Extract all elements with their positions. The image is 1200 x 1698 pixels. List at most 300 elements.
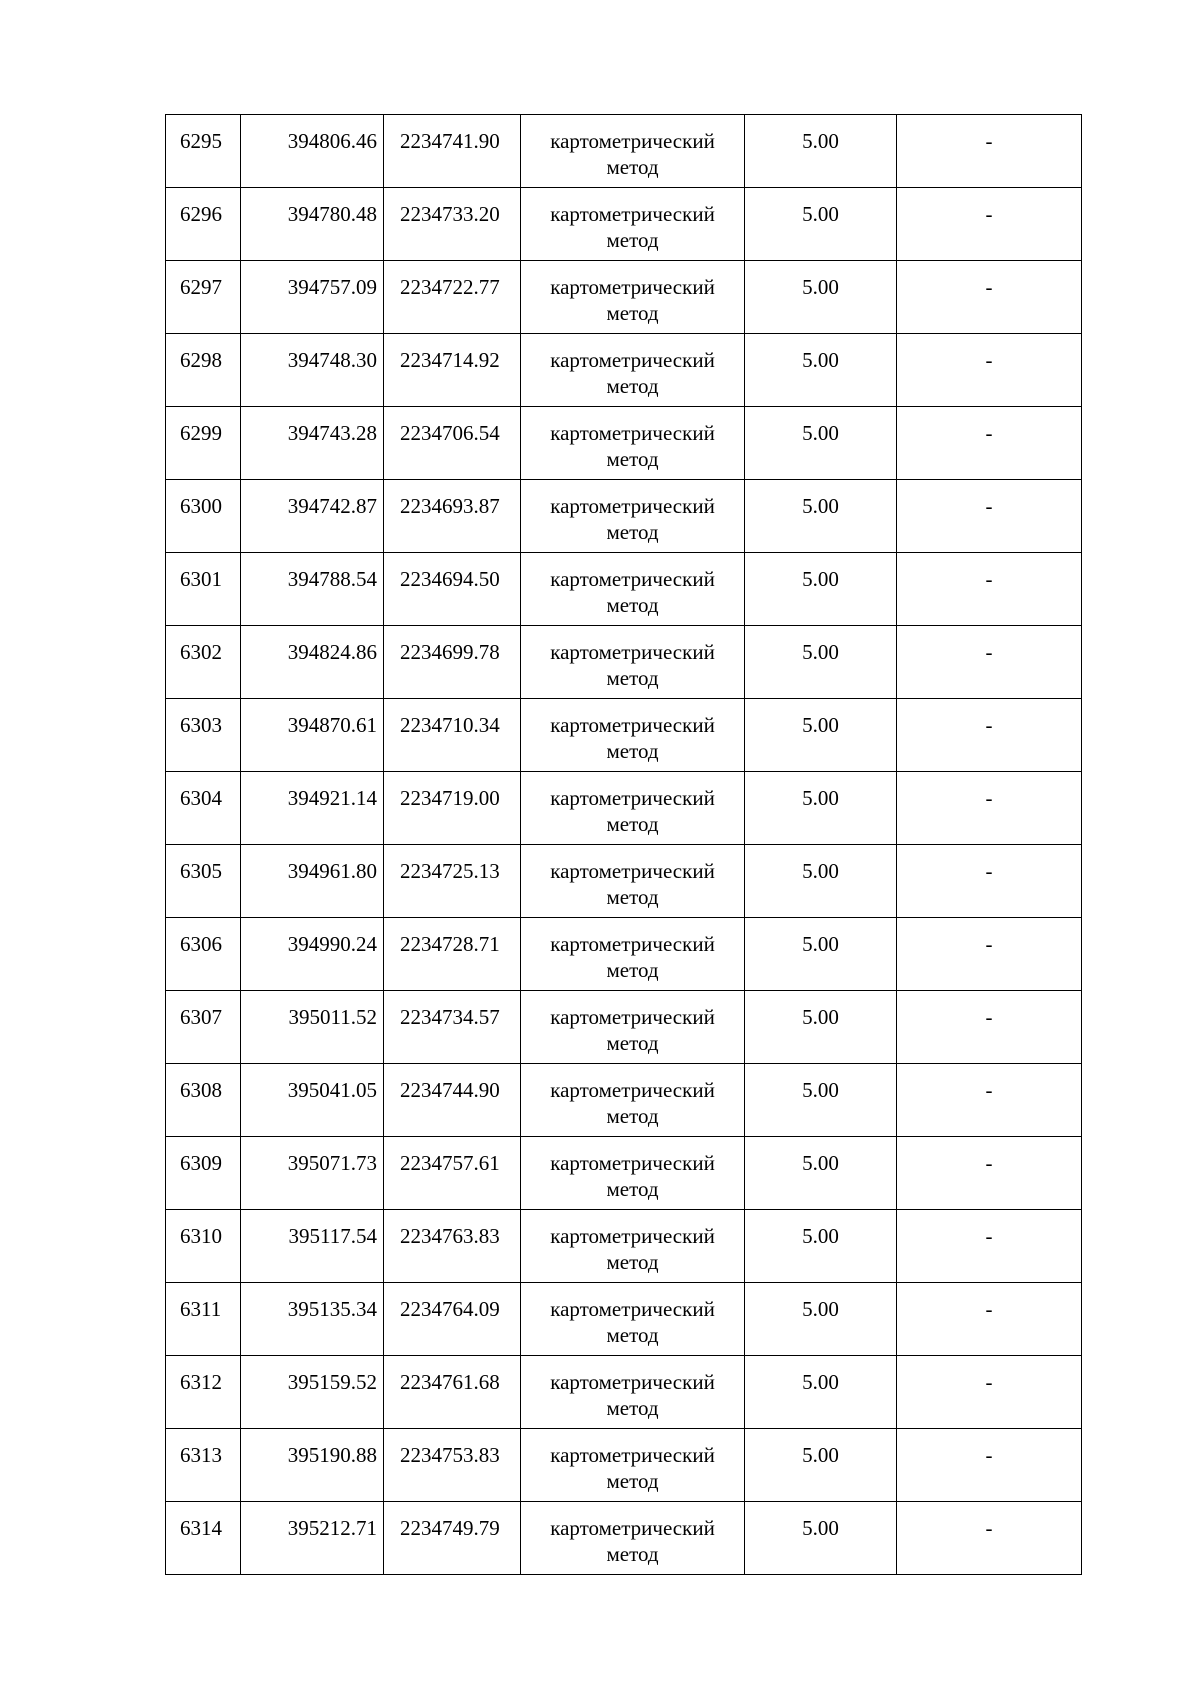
accuracy-text: 5.00 — [802, 421, 839, 445]
description-text: - — [985, 1151, 993, 1175]
method-line-2: метод — [606, 447, 659, 471]
y-coordinate-cell — [384, 845, 521, 918]
table-row — [166, 845, 1082, 918]
x-coordinate-cell — [241, 115, 384, 188]
accuracy-text: 5.00 — [802, 494, 839, 518]
method-cell — [521, 115, 745, 188]
description-cell — [897, 115, 1082, 188]
accuracy-cell — [745, 626, 897, 699]
description-text: - — [985, 567, 993, 591]
x-coordinate-cell — [241, 1283, 384, 1356]
y-coordinate-text: 2234699.78 — [400, 640, 500, 664]
y-coordinate-text: 2234761.68 — [400, 1370, 500, 1394]
description-text: - — [985, 640, 993, 664]
x-coordinate-text: 395159.52 — [287, 1370, 377, 1394]
method-cell — [521, 1283, 745, 1356]
description-text: - — [985, 1443, 993, 1467]
point-number-text: 6313 — [180, 1443, 222, 1467]
y-coordinate-text: 2234725.13 — [400, 859, 500, 883]
description-cell — [897, 772, 1082, 845]
y-coordinate-cell — [384, 772, 521, 845]
method-text — [521, 188, 744, 253]
method-text — [521, 991, 744, 1056]
description-text: - — [985, 713, 993, 737]
x-coordinate-cell — [241, 626, 384, 699]
accuracy-text: 5.00 — [802, 932, 839, 956]
x-coordinate-cell — [241, 334, 384, 407]
point-number-cell — [166, 188, 241, 261]
table-row — [166, 1137, 1082, 1210]
method-line-1: картометрический — [550, 1516, 715, 1540]
method-cell — [521, 1356, 745, 1429]
point-number-text: 6298 — [180, 348, 222, 372]
description-text: - — [985, 1516, 993, 1540]
accuracy-text: 5.00 — [802, 713, 839, 737]
x-coordinate-cell — [241, 553, 384, 626]
method-cell — [521, 772, 745, 845]
table-row — [166, 480, 1082, 553]
description-cell — [897, 334, 1082, 407]
description-cell — [897, 1283, 1082, 1356]
point-number-cell — [166, 918, 241, 991]
method-line-1: картометрический — [550, 275, 715, 299]
table-row — [166, 1429, 1082, 1502]
method-line-1: картометрический — [550, 1297, 715, 1321]
y-coordinate-cell — [384, 261, 521, 334]
method-text — [521, 845, 744, 910]
y-coordinate-cell — [384, 699, 521, 772]
method-text — [521, 407, 744, 472]
point-number-cell — [166, 772, 241, 845]
description-cell — [897, 261, 1082, 334]
accuracy-text: 5.00 — [802, 1005, 839, 1029]
point-number-text: 6314 — [180, 1516, 222, 1540]
y-coordinate-text: 2234749.79 — [400, 1516, 500, 1540]
point-number-cell — [166, 553, 241, 626]
description-text: - — [985, 1370, 993, 1394]
point-number-cell — [166, 1137, 241, 1210]
y-coordinate-cell — [384, 188, 521, 261]
description-cell — [897, 1064, 1082, 1137]
method-text — [521, 1502, 744, 1567]
point-number-cell — [166, 115, 241, 188]
x-coordinate-text: 395135.34 — [287, 1297, 377, 1321]
method-text — [521, 772, 744, 837]
method-cell — [521, 334, 745, 407]
method-line-1: картометрический — [550, 567, 715, 591]
method-line-2: метод — [606, 228, 659, 252]
y-coordinate-text: 2234741.90 — [400, 129, 500, 153]
accuracy-cell — [745, 845, 897, 918]
y-coordinate-cell — [384, 1064, 521, 1137]
table-row — [166, 1502, 1082, 1575]
table-row — [166, 553, 1082, 626]
x-coordinate-cell — [241, 845, 384, 918]
method-line-2: метод — [606, 885, 659, 909]
method-line-2: метод — [606, 301, 659, 325]
method-line-1: картометрический — [550, 1078, 715, 1102]
x-coordinate-cell — [241, 188, 384, 261]
method-text — [521, 1429, 744, 1494]
y-coordinate-cell — [384, 115, 521, 188]
accuracy-cell — [745, 553, 897, 626]
description-text: - — [985, 275, 993, 299]
method-line-2: метод — [606, 155, 659, 179]
method-line-2: метод — [606, 812, 659, 836]
table-row — [166, 1356, 1082, 1429]
method-cell — [521, 261, 745, 334]
point-number-cell — [166, 1502, 241, 1575]
point-number-text: 6310 — [180, 1224, 222, 1248]
method-line-2: метод — [606, 374, 659, 398]
x-coordinate-text: 394743.28 — [287, 421, 377, 445]
method-line-1: картометрический — [550, 1151, 715, 1175]
method-cell — [521, 553, 745, 626]
point-number-text: 6303 — [180, 713, 222, 737]
accuracy-cell — [745, 1356, 897, 1429]
point-number-cell — [166, 1356, 241, 1429]
y-coordinate-cell — [384, 1283, 521, 1356]
y-coordinate-text: 2234714.92 — [400, 348, 500, 372]
x-coordinate-cell — [241, 991, 384, 1064]
method-text — [521, 480, 744, 545]
method-cell — [521, 480, 745, 553]
method-line-2: метод — [606, 1469, 659, 1493]
description-text: - — [985, 202, 993, 226]
description-cell — [897, 918, 1082, 991]
table-row — [166, 1210, 1082, 1283]
point-number-cell — [166, 261, 241, 334]
accuracy-text: 5.00 — [802, 202, 839, 226]
accuracy-text: 5.00 — [802, 348, 839, 372]
point-number-text: 6297 — [180, 275, 222, 299]
method-line-2: метод — [606, 520, 659, 544]
description-cell — [897, 480, 1082, 553]
point-number-cell — [166, 1429, 241, 1502]
description-text: - — [985, 1297, 993, 1321]
table-row — [166, 261, 1082, 334]
point-number-cell — [166, 699, 241, 772]
x-coordinate-text: 395190.88 — [287, 1443, 377, 1467]
method-line-2: метод — [606, 739, 659, 763]
coordinates-table — [165, 114, 1082, 1575]
method-line-1: картометрический — [550, 713, 715, 737]
point-number-text: 6300 — [180, 494, 222, 518]
point-number-text: 6304 — [180, 786, 222, 810]
method-line-2: метод — [606, 1542, 659, 1566]
point-number-text: 6295 — [180, 129, 222, 153]
accuracy-cell — [745, 261, 897, 334]
accuracy-text: 5.00 — [802, 1224, 839, 1248]
table-row — [166, 991, 1082, 1064]
description-cell — [897, 845, 1082, 918]
accuracy-cell — [745, 1429, 897, 1502]
x-coordinate-cell — [241, 1502, 384, 1575]
point-number-cell — [166, 407, 241, 480]
table-row — [166, 1283, 1082, 1356]
method-line-1: картометрический — [550, 786, 715, 810]
description-text: - — [985, 786, 993, 810]
y-coordinate-cell — [384, 1137, 521, 1210]
method-cell — [521, 699, 745, 772]
x-coordinate-text: 394748.30 — [287, 348, 377, 372]
accuracy-cell — [745, 115, 897, 188]
description-cell — [897, 188, 1082, 261]
accuracy-cell — [745, 188, 897, 261]
x-coordinate-text: 394757.09 — [287, 275, 377, 299]
y-coordinate-cell — [384, 1356, 521, 1429]
y-coordinate-text: 2234753.83 — [400, 1443, 500, 1467]
x-coordinate-cell — [241, 1064, 384, 1137]
accuracy-cell — [745, 918, 897, 991]
y-coordinate-cell — [384, 407, 521, 480]
method-text — [521, 261, 744, 326]
point-number-text: 6296 — [180, 202, 222, 226]
point-number-cell — [166, 334, 241, 407]
description-cell — [897, 407, 1082, 480]
accuracy-text: 5.00 — [802, 859, 839, 883]
x-coordinate-cell — [241, 1356, 384, 1429]
method-line-1: картометрический — [550, 640, 715, 664]
x-coordinate-text: 394780.48 — [287, 202, 377, 226]
table-row — [166, 1064, 1082, 1137]
method-line-2: метод — [606, 1396, 659, 1420]
point-number-cell — [166, 1283, 241, 1356]
point-number-text: 6302 — [180, 640, 222, 664]
accuracy-cell — [745, 334, 897, 407]
method-text — [521, 1210, 744, 1275]
accuracy-text: 5.00 — [802, 1078, 839, 1102]
y-coordinate-text: 2234757.61 — [400, 1151, 500, 1175]
y-coordinate-text: 2234763.83 — [400, 1224, 500, 1248]
accuracy-cell — [745, 991, 897, 1064]
description-text: - — [985, 859, 993, 883]
y-coordinate-text: 2234764.09 — [400, 1297, 500, 1321]
description-text: - — [985, 932, 993, 956]
x-coordinate-cell — [241, 918, 384, 991]
description-text: - — [985, 348, 993, 372]
x-coordinate-cell — [241, 1210, 384, 1283]
method-line-1: картометрический — [550, 202, 715, 226]
point-number-text: 6309 — [180, 1151, 222, 1175]
x-coordinate-text: 394961.80 — [287, 859, 377, 883]
x-coordinate-text: 395071.73 — [287, 1151, 377, 1175]
y-coordinate-cell — [384, 626, 521, 699]
y-coordinate-text: 2234694.50 — [400, 567, 500, 591]
method-line-1: картометрический — [550, 494, 715, 518]
method-line-2: метод — [606, 593, 659, 617]
table-row — [166, 188, 1082, 261]
method-cell — [521, 845, 745, 918]
method-text — [521, 699, 744, 764]
method-line-1: картометрический — [550, 1443, 715, 1467]
x-coordinate-text: 394824.86 — [287, 640, 377, 664]
x-coordinate-cell — [241, 261, 384, 334]
x-coordinate-text: 394806.46 — [287, 129, 377, 153]
accuracy-cell — [745, 407, 897, 480]
description-text: - — [985, 1224, 993, 1248]
description-text: - — [985, 421, 993, 445]
accuracy-cell — [745, 1502, 897, 1575]
description-cell — [897, 1210, 1082, 1283]
method-line-1: картометрический — [550, 421, 715, 445]
accuracy-cell — [745, 699, 897, 772]
method-line-1: картометрический — [550, 932, 715, 956]
y-coordinate-text: 2234733.20 — [400, 202, 500, 226]
description-cell — [897, 626, 1082, 699]
description-text: - — [985, 494, 993, 518]
description-cell — [897, 1356, 1082, 1429]
point-number-cell — [166, 1064, 241, 1137]
point-number-text: 6311 — [180, 1297, 222, 1321]
description-cell — [897, 553, 1082, 626]
accuracy-text: 5.00 — [802, 1516, 839, 1540]
description-cell — [897, 1137, 1082, 1210]
method-text — [521, 1137, 744, 1202]
method-cell — [521, 1429, 745, 1502]
description-cell — [897, 1502, 1082, 1575]
method-text — [521, 334, 744, 399]
method-cell — [521, 1502, 745, 1575]
x-coordinate-text: 395212.71 — [287, 1516, 377, 1540]
description-cell — [897, 1429, 1082, 1502]
method-line-1: картометрический — [550, 859, 715, 883]
y-coordinate-text: 2234734.57 — [400, 1005, 500, 1029]
point-number-text: 6307 — [180, 1005, 222, 1029]
accuracy-cell — [745, 480, 897, 553]
method-line-2: метод — [606, 666, 659, 690]
method-line-1: картометрический — [550, 1005, 715, 1029]
accuracy-text: 5.00 — [802, 786, 839, 810]
accuracy-text: 5.00 — [802, 129, 839, 153]
point-number-text: 6308 — [180, 1078, 222, 1102]
point-number-text: 6301 — [180, 567, 222, 591]
method-text — [521, 553, 744, 618]
point-number-cell — [166, 1210, 241, 1283]
method-cell — [521, 1210, 745, 1283]
x-coordinate-text: 395041.05 — [287, 1078, 377, 1102]
method-cell — [521, 626, 745, 699]
table-row — [166, 772, 1082, 845]
method-text — [521, 1356, 744, 1421]
method-text — [521, 1064, 744, 1129]
y-coordinate-text: 2234722.77 — [400, 275, 500, 299]
description-text: - — [985, 1078, 993, 1102]
x-coordinate-text: 394742.87 — [287, 494, 377, 518]
y-coordinate-cell — [384, 1429, 521, 1502]
accuracy-text: 5.00 — [802, 1370, 839, 1394]
accuracy-cell — [745, 1283, 897, 1356]
x-coordinate-text: 395011.52 — [288, 1005, 377, 1029]
method-line-1: картометрический — [550, 1370, 715, 1394]
accuracy-cell — [745, 1210, 897, 1283]
method-text — [521, 1283, 744, 1348]
y-coordinate-text: 2234710.34 — [400, 713, 500, 737]
point-number-text: 6299 — [180, 421, 222, 445]
table-row — [166, 699, 1082, 772]
y-coordinate-text: 2234706.54 — [400, 421, 500, 445]
method-line-2: метод — [606, 958, 659, 982]
table-row — [166, 334, 1082, 407]
method-line-1: картометрический — [550, 348, 715, 372]
y-coordinate-cell — [384, 1210, 521, 1283]
method-cell — [521, 1137, 745, 1210]
table-row — [166, 407, 1082, 480]
accuracy-cell — [745, 1137, 897, 1210]
table-row — [166, 626, 1082, 699]
accuracy-text: 5.00 — [802, 275, 839, 299]
point-number-text: 6305 — [180, 859, 222, 883]
x-coordinate-cell — [241, 407, 384, 480]
method-cell — [521, 1064, 745, 1137]
method-line-1: картометрический — [550, 1224, 715, 1248]
table-row — [166, 918, 1082, 991]
accuracy-cell — [745, 1064, 897, 1137]
method-line-2: метод — [606, 1250, 659, 1274]
method-cell — [521, 407, 745, 480]
method-cell — [521, 991, 745, 1064]
x-coordinate-text: 394990.24 — [287, 932, 377, 956]
y-coordinate-cell — [384, 1502, 521, 1575]
method-line-1: картометрический — [550, 129, 715, 153]
y-coordinate-text: 2234693.87 — [400, 494, 500, 518]
accuracy-text: 5.00 — [802, 640, 839, 664]
accuracy-cell — [745, 772, 897, 845]
y-coordinate-cell — [384, 991, 521, 1064]
point-number-cell — [166, 626, 241, 699]
x-coordinate-text: 394921.14 — [287, 786, 377, 810]
table-row — [166, 115, 1082, 188]
accuracy-text: 5.00 — [802, 1443, 839, 1467]
x-coordinate-cell — [241, 1429, 384, 1502]
accuracy-text: 5.00 — [802, 1297, 839, 1321]
method-text — [521, 115, 744, 180]
description-text: - — [985, 1005, 993, 1029]
point-number-text: 6306 — [180, 932, 222, 956]
description-cell — [897, 991, 1082, 1064]
method-text — [521, 626, 744, 691]
method-line-2: метод — [606, 1031, 659, 1055]
y-coordinate-cell — [384, 480, 521, 553]
x-coordinate-cell — [241, 772, 384, 845]
y-coordinate-text: 2234744.90 — [400, 1078, 500, 1102]
method-cell — [521, 188, 745, 261]
method-cell — [521, 918, 745, 991]
x-coordinate-text: 395117.54 — [288, 1224, 377, 1248]
point-number-cell — [166, 845, 241, 918]
x-coordinate-cell — [241, 699, 384, 772]
description-text: - — [985, 129, 993, 153]
description-cell — [897, 699, 1082, 772]
method-line-2: метод — [606, 1104, 659, 1128]
y-coordinate-cell — [384, 553, 521, 626]
method-line-2: метод — [606, 1323, 659, 1347]
accuracy-text: 5.00 — [802, 1151, 839, 1175]
x-coordinate-text: 394870.61 — [287, 713, 377, 737]
coordinates-table-body — [166, 115, 1082, 1575]
point-number-cell — [166, 480, 241, 553]
x-coordinate-cell — [241, 480, 384, 553]
y-coordinate-cell — [384, 334, 521, 407]
accuracy-text: 5.00 — [802, 567, 839, 591]
method-text — [521, 918, 744, 983]
x-coordinate-cell — [241, 1137, 384, 1210]
y-coordinate-cell — [384, 918, 521, 991]
point-number-text: 6312 — [180, 1370, 222, 1394]
y-coordinate-text: 2234719.00 — [400, 786, 500, 810]
x-coordinate-text: 394788.54 — [287, 567, 377, 591]
method-line-2: метод — [606, 1177, 659, 1201]
